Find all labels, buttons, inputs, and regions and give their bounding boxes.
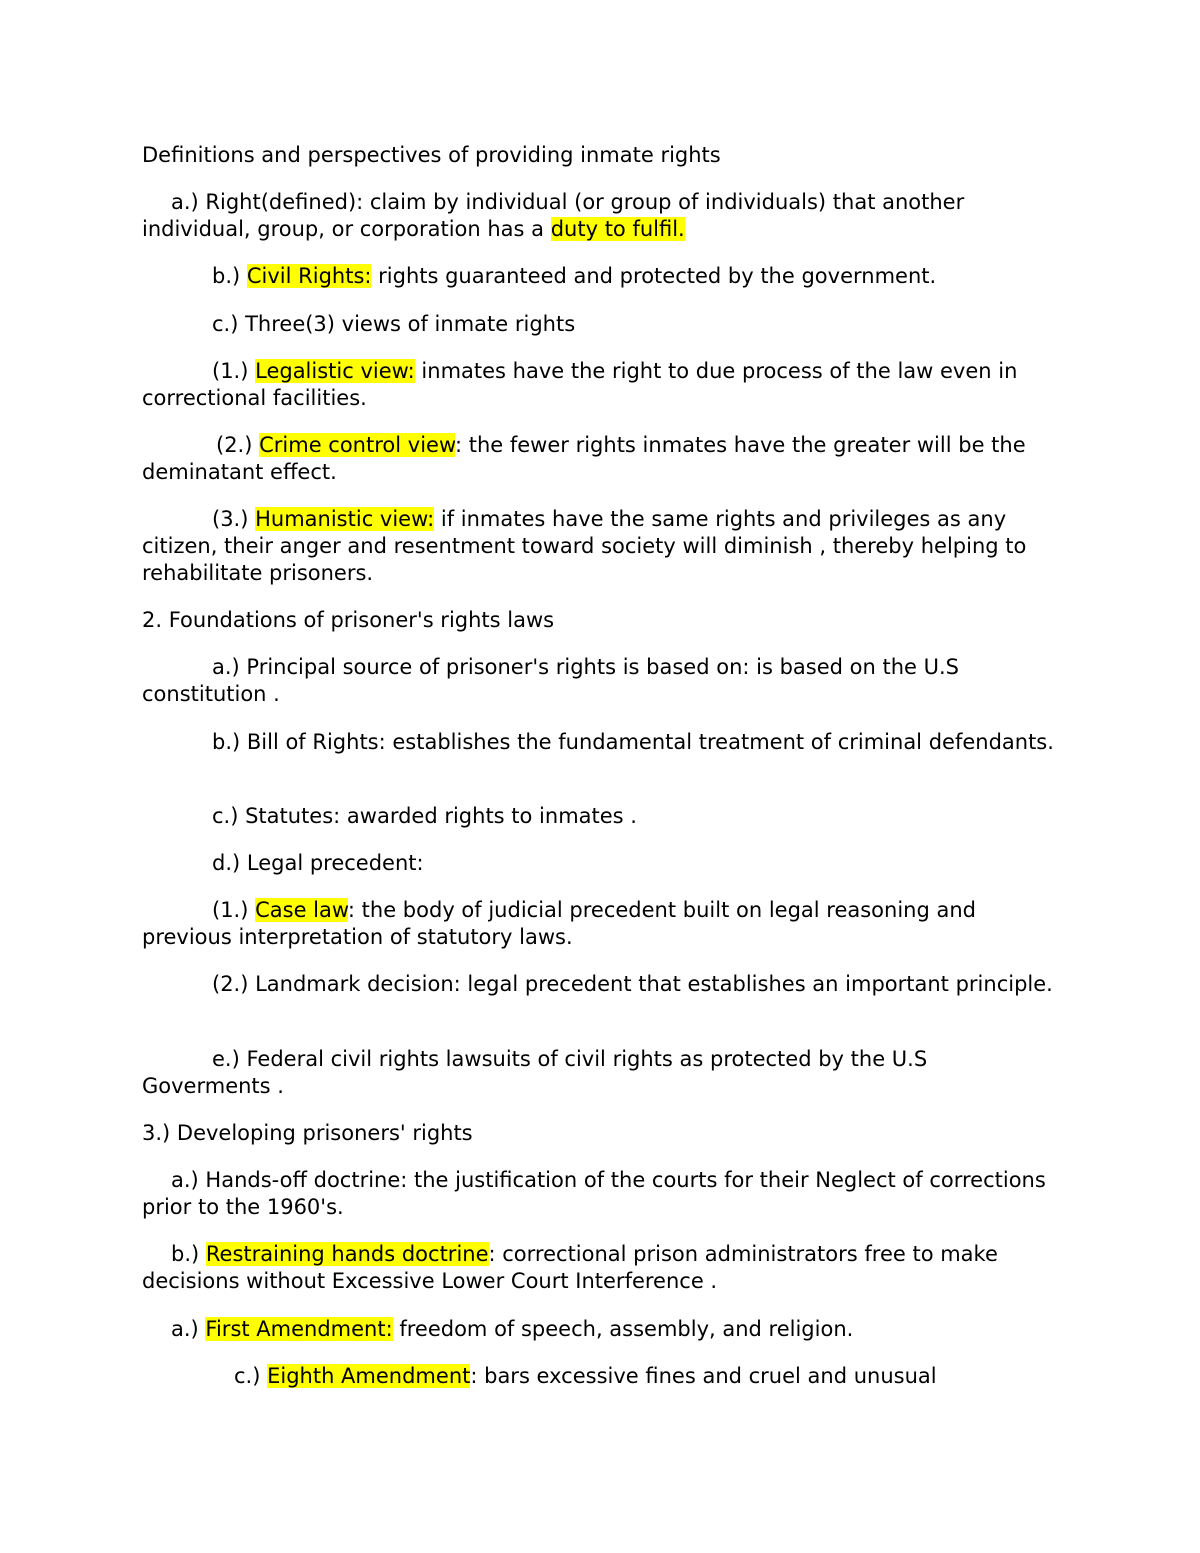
text-run: (1.) (212, 898, 256, 922)
text-run: rights guaranteed and protected by the government. (371, 264, 937, 288)
highlighted-term: Humanistic view: (255, 507, 435, 531)
paragraph-humanistic-view (142, 506, 1062, 587)
text-run: if inmates have the same rights and privileges as any citizen, their anger and resentment toward society will diminish , thereby helping to rehabilitate prisoners. (142, 507, 1027, 585)
highlighted-term: Eighth Amendment (267, 1364, 471, 1388)
text-run: : correctional prison administrators free to make decisions without Excessive Lower Court Interference . (142, 1242, 998, 1293)
paragraph-crime-control-view (142, 432, 1062, 486)
highlighted-term: Legalistic view: (255, 359, 415, 383)
paragraph-legalistic-view (142, 358, 1062, 412)
highlighted-term: Crime control view (259, 433, 455, 457)
paragraph-eighth-amendment (142, 1363, 1062, 1390)
highlighted-term: First Amendment: (205, 1317, 393, 1341)
paragraph-civil-rights (142, 263, 1062, 290)
text-run: : bars excessive fines and cruel and unusual (470, 1364, 937, 1388)
text-run: freedom of speech, assembly, and religion. (392, 1317, 854, 1341)
text-run: inmates have the right to due process of the law even in correctional facilities. (142, 359, 1018, 410)
paragraph-bill-of-rights: b.) Bill of Rights: establishes the fundamental treatment of criminal defendants. (212, 730, 1054, 754)
highlighted-term: Case law (255, 898, 348, 922)
text-run: c.) (234, 1364, 268, 1388)
text-run: (1.) (212, 359, 256, 383)
paragraph-legal-precedent: d.) Legal precedent: (212, 851, 424, 875)
paragraph-statutes: c.) Statutes: awarded rights to inmates . (212, 804, 637, 828)
text-run: b.) (171, 1242, 206, 1266)
paragraph-restraining-hands (142, 1241, 1062, 1295)
paragraph-right-defined (142, 189, 1062, 243)
highlighted-term: Restraining hands doctrine (205, 1242, 489, 1266)
paragraph-case-law (142, 897, 1062, 951)
paragraph-first-amendment (142, 1316, 1062, 1343)
text-run: b.) (212, 264, 247, 288)
highlighted-term: duty to fulfil. (550, 217, 685, 241)
section-heading-developing-rights: 3.) Developing prisoners' rights (142, 1121, 473, 1145)
section-heading-foundations: 2. Foundations of prisoner's rights laws (142, 608, 555, 632)
paragraph-three-views: c.) Three(3) views of inmate rights (212, 312, 576, 336)
paragraph-landmark-decision: (2.) Landmark decision: legal precedent that establishes an important principle. (212, 972, 1053, 996)
paragraph-principal-source: a.) Principal source of prisoner's rights is based on: is based on the U.S constitution . (142, 655, 959, 706)
text-run: : the body of judicial precedent built on legal reasoning and previous interpretation of statutory laws. (142, 898, 976, 949)
text-run: a.) Right(defined): claim by individual (or group of individuals) that another individual, group, or corporation has a (142, 190, 965, 241)
text-run: (2.) (216, 433, 260, 457)
text-run: : the fewer rights inmates have the greater will be the deminatant effect. (142, 433, 1026, 484)
text-run: a.) (171, 1317, 206, 1341)
text-run: (3.) (212, 507, 256, 531)
paragraph-federal-lawsuits: e.) Federal civil rights lawsuits of civil rights as protected by the U.S Goverments . (142, 1047, 928, 1098)
paragraph-hands-off-doctrine: a.) Hands-off doctrine: the justification of the courts for their Neglect of corrections prior to the 1960's. (142, 1168, 1046, 1219)
highlighted-term: Civil Rights: (246, 264, 372, 288)
document-title: Definitions and perspectives of providing inmate rights (142, 143, 721, 167)
